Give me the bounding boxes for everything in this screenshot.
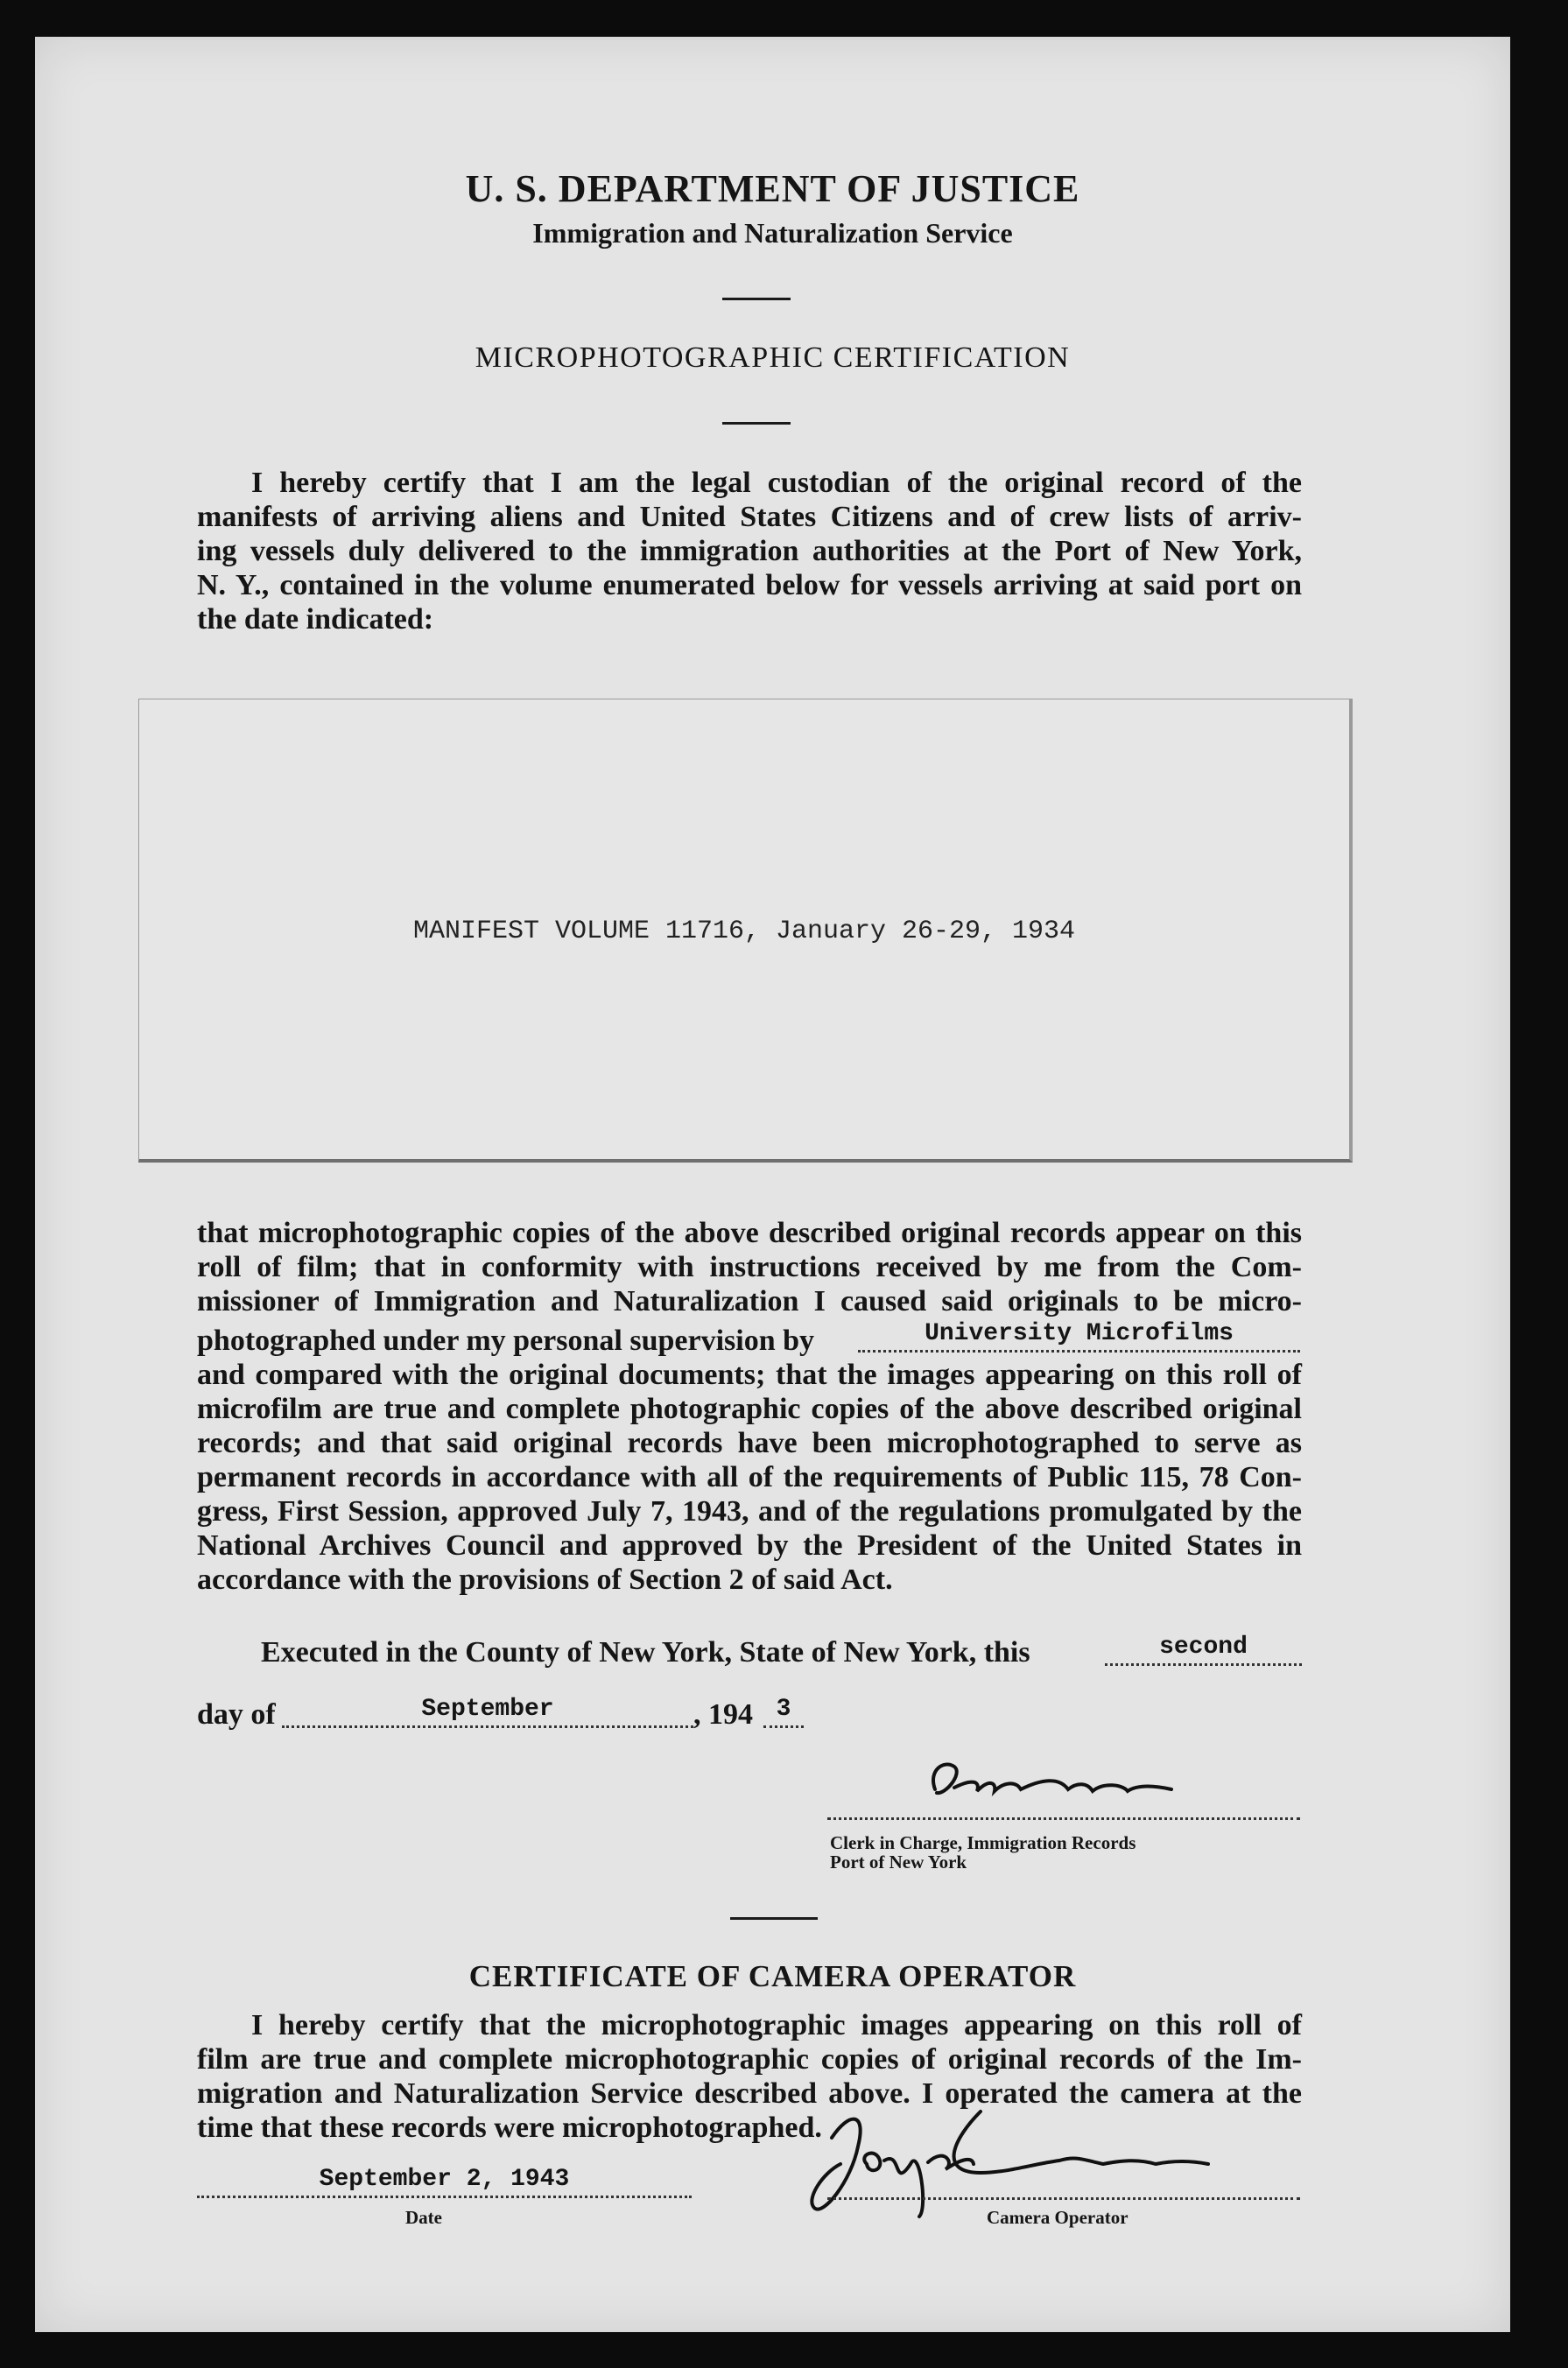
- operator-signature-line: [827, 2197, 1300, 2200]
- intro-paragraph: [197, 466, 1302, 636]
- clerk-signature: [893, 1744, 1208, 1814]
- department-title: U. S. DEPARTMENT OF JUSTICE: [465, 167, 1080, 210]
- service-subtitle: Immigration and Naturalization Service: [532, 217, 1013, 249]
- clerk-signature-line: [827, 1817, 1300, 1820]
- intro-line: manifests of arriving aliens and United States Citizens and of crew lists of arriv-: [197, 501, 1302, 533]
- executed-day-field: second: [1105, 1632, 1302, 1666]
- photographed-by-field: University Microfilms: [858, 1318, 1300, 1353]
- photographed-line: [197, 1320, 1302, 1358]
- certification-heading: MICROPHOTOGRAPHIC CERTIFICATION: [475, 341, 1071, 374]
- year-prefix: , 194: [693, 1698, 753, 1731]
- camera-line: migration and Naturalization Service described above. I operated the camera at the: [197, 2077, 1302, 2110]
- certificate-page: [35, 37, 1510, 2332]
- camera-operator-heading: CERTIFICATE OF CAMERA OPERATOR: [468, 1959, 1077, 1993]
- body-line: microfilm are true and complete photographic copies of the above described original: [197, 1393, 1302, 1425]
- camera-operator-label: Camera Operator: [987, 2207, 1129, 2228]
- body-line: accordance with the provisions of Section 2 of said Act.: [197, 1563, 893, 1596]
- body-line: permanent records in accordance with all of the requirements of Public 115, 78 Con-: [197, 1461, 1302, 1493]
- clerk-port: Port of New York: [830, 1852, 967, 1873]
- intro-line: the date indicated:: [197, 603, 434, 636]
- day-of-label: day of: [197, 1698, 276, 1731]
- body-line: missioner of Immigration and Naturalization I caused said originals to be micro-: [197, 1285, 1302, 1318]
- divider: [722, 298, 791, 300]
- body-line: records; and that said original records have been microphotographed to serve as: [197, 1427, 1302, 1459]
- camera-date-field: September 2, 1943: [197, 2164, 692, 2198]
- body-line: roll of film; that in conformity with instructions received by me from the Com-: [197, 1251, 1302, 1283]
- manifest-volume-box: [138, 699, 1353, 1163]
- body-line: and compared with the original documents; that the images appearing on this roll of: [197, 1359, 1302, 1391]
- body-line: that microphotographic copies of the above described original records appear on this: [197, 1217, 1302, 1249]
- executed-month-field: September: [282, 1694, 693, 1728]
- clerk-title: Clerk in Charge, Immigration Records: [830, 1832, 1136, 1853]
- camera-line: I hereby certify that the microphotographic images appearing on this roll of: [251, 2009, 1302, 2041]
- date-label: Date: [405, 2207, 442, 2228]
- photographed-prefix: photographed under my personal supervision by: [197, 1325, 815, 1357]
- intro-line: I hereby certify that I am the legal custodian of the original record of the: [251, 467, 1302, 499]
- divider: [730, 1917, 818, 1920]
- manifest-volume-text: MANIFEST VOLUME 11716, January 26-29, 1934: [412, 917, 1076, 946]
- body-line: National Archives Council and approved by the President of the United States in: [197, 1529, 1302, 1562]
- intro-line: N. Y., contained in the volume enumerated below for vessels arriving at said port on: [197, 569, 1302, 601]
- camera-line: film are true and complete microphotographic copies of original records of the Im-: [197, 2043, 1302, 2076]
- body-line: gress, First Session, approved July 7, 1943, and of the regulations promulgated by the: [197, 1495, 1302, 1528]
- camera-line: time that these records were microphotographed.: [197, 2112, 822, 2144]
- intro-line: ing vessels duly delivered to the immigration authorities at the Port of New York,: [197, 535, 1302, 567]
- camera-operator-signature: [770, 2076, 1296, 2228]
- executed-year-field: 3: [763, 1694, 804, 1728]
- body-paragraph: [197, 1216, 1302, 1597]
- divider: [722, 422, 791, 425]
- executed-prefix: Executed in the County of New York, State of New York, this: [261, 1636, 1030, 1669]
